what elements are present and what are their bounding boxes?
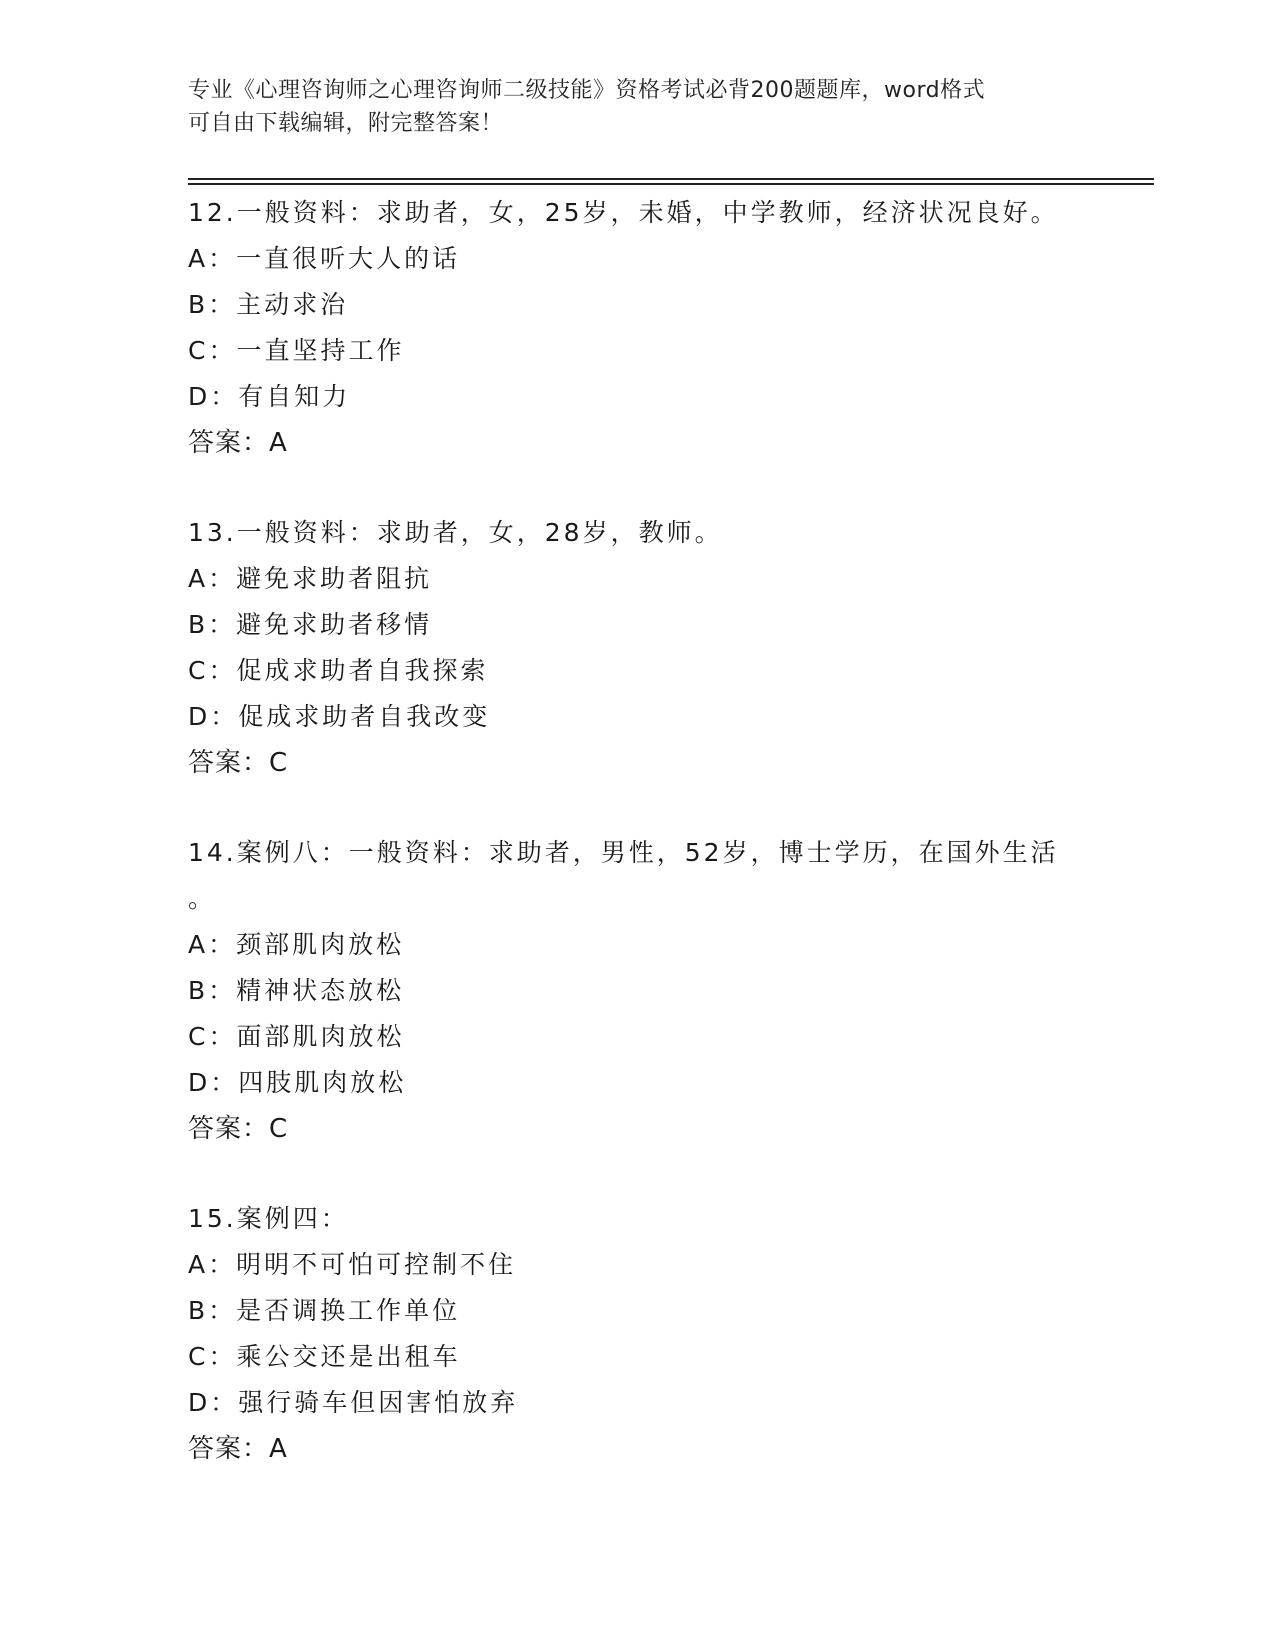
question-stem: 12.一般资料：求助者，女，25岁，未婚，中学教师，经济状况良好。 (188, 198, 1059, 227)
answer-line: 答案：C (188, 1114, 289, 1144)
header-line-2: 可自由下载编辑，附完整答案！ (188, 111, 504, 136)
option-b: B：避免求助者移情 (188, 610, 433, 639)
question-stem: 13.一般资料：求助者，女，28岁，教师。 (188, 518, 723, 547)
question-14 (188, 830, 1108, 1152)
option-a: A：颈部肌肉放松 (188, 930, 405, 959)
option-d: D：四肢肌肉放松 (188, 1068, 407, 1097)
question-15 (188, 1196, 1108, 1472)
answer-line: 答案：C (188, 748, 289, 778)
option-b: B：精神状态放松 (188, 976, 405, 1005)
header-divider-bottom (188, 183, 1154, 185)
header-divider-top (188, 178, 1154, 180)
answer-line: 答案：A (188, 428, 288, 458)
option-b: B：主动求治 (188, 290, 349, 319)
option-b: B：是否调换工作单位 (188, 1296, 461, 1325)
option-a: A：避免求助者阻抗 (188, 564, 433, 593)
document-header (188, 74, 1088, 140)
question-stem-continuation: 。 (188, 884, 217, 913)
option-a: A：明明不可怕可控制不住 (188, 1250, 517, 1279)
question-13 (188, 510, 1108, 786)
question-stem: 14.案例八：一般资料：求助者，男性，52岁，博士学历，在国外生活 (188, 838, 1059, 867)
option-c: C：乘公交还是出租车 (188, 1342, 461, 1371)
option-a: A：一直很听大人的话 (188, 244, 461, 273)
answer-line: 答案：A (188, 1434, 288, 1464)
option-d: D：有自知力 (188, 382, 351, 411)
option-d: D：促成求助者自我改变 (188, 702, 491, 731)
question-stem: 15.案例四： (188, 1204, 349, 1233)
option-c: C：一直坚持工作 (188, 336, 405, 365)
option-c: C：促成求助者自我探索 (188, 656, 489, 685)
option-d: D：强行骑车但因害怕放弃 (188, 1388, 519, 1417)
question-12 (188, 190, 1108, 466)
option-c: C：面部肌肉放松 (188, 1022, 405, 1051)
header-line-1: 专业《心理咨询师之心理咨询师二级技能》资格考试必背200题题库，word格式 (188, 78, 986, 103)
